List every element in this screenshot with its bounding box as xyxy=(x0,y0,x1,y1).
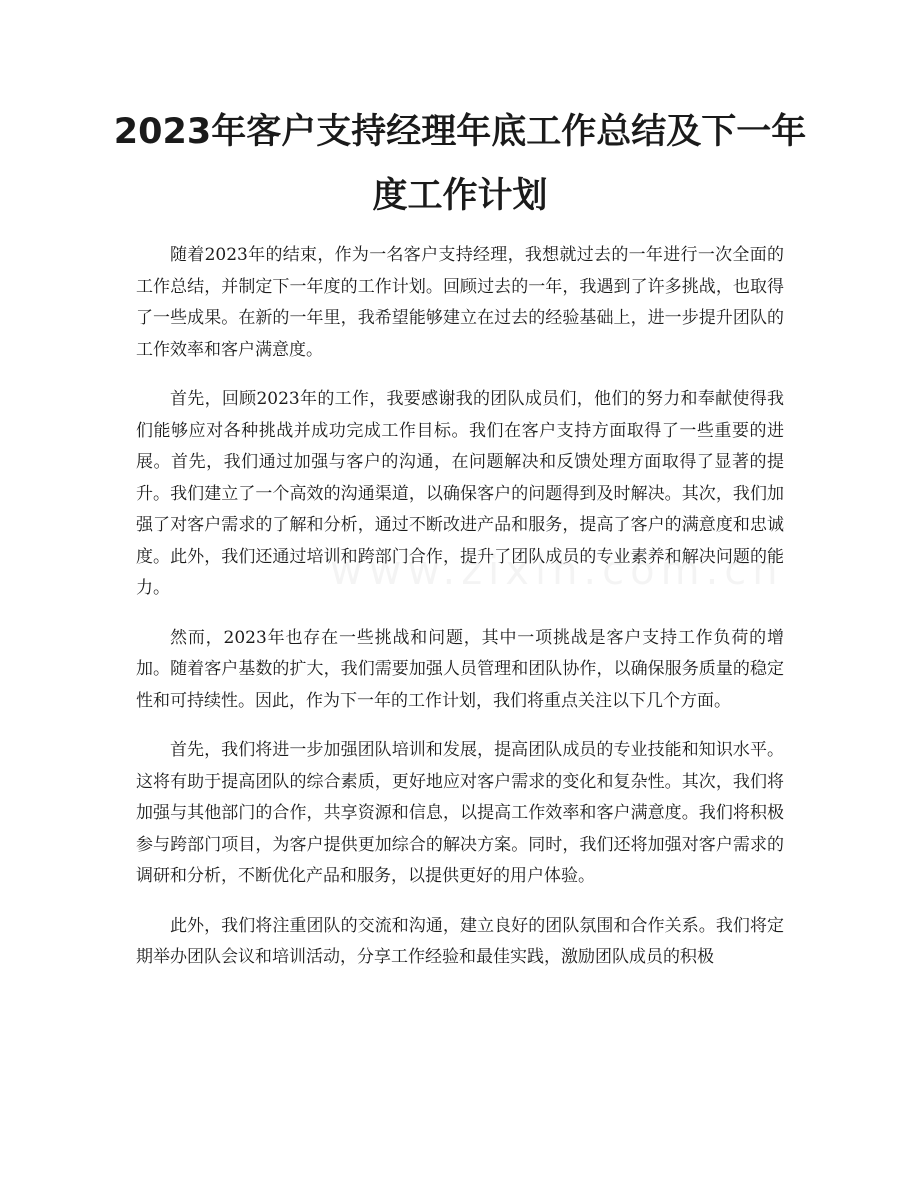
paragraph: 此外，我们将注重团队的交流和沟通，建立良好的团队氛围和合作关系。我们将定期举办团队会议和培训活动，分享工作经验和最佳实践，激励团队成员的积极 xyxy=(136,915,784,967)
paragraph: 首先，回顾2023年的工作，我要感谢我的团队成员们，他们的努力和奉献使得我们能够应对各种挑战并成功完成工作目标。我们在客户支持方面取得了一些重要的进展。首先，我们通过加强与客户的沟通，在问题解决和反馈处理方面取得了显著的提升。我们建立了一个高效的沟通渠道，以确保客户的问题得到及时解决。其次，我们加强了对客户需求的了解和分析，通过不断改进产品和服务，提高了客户的满意度和忠诚度。此外，我们还通过培训和跨部门合作，提升了团队成员的专业素养和解决问题的能力。 xyxy=(136,389,784,598)
document-body xyxy=(136,240,784,992)
paragraph: 随着2023年的结束，作为一名客户支持经理，我想就过去的一年进行一次全面的工作总结，并制定下一年度的工作计划。回顾过去的一年，我遇到了许多挑战，也取得了一些成果。在新的一年里，我希望能够建立在过去的经验基础上，进一步提升团队的工作效率和客户满意度。 xyxy=(136,245,784,360)
paragraph: 然而，2023年也存在一些挑战和问题，其中一项挑战是客户支持工作负荷的增加。随着客户基数的扩大，我们需要加强人员管理和团队协作，以确保服务质量的稳定性和可持续性。因此，作为下一年的工作计划，我们将重点关注以下几个方面。 xyxy=(136,627,784,711)
document-title: 2023年客户支持经理年底工作总结及下一年度工作计划 xyxy=(113,112,807,216)
paragraph: 首先，我们将进一步加强团队培训和发展，提高团队成员的专业技能和知识水平。这将有助于提高团队的综合素质，更好地应对客户需求的变化和复杂性。其次，我们将加强与其他部门的合作，共享资源和信息，以提高工作效率和客户满意度。我们将积极参与跨部门项目，为客户提供更加综合的解决方案。同时，我们还将加强对客户需求的调研和分析，不断优化产品和服务，以提供更好的用户体验。 xyxy=(136,740,784,886)
